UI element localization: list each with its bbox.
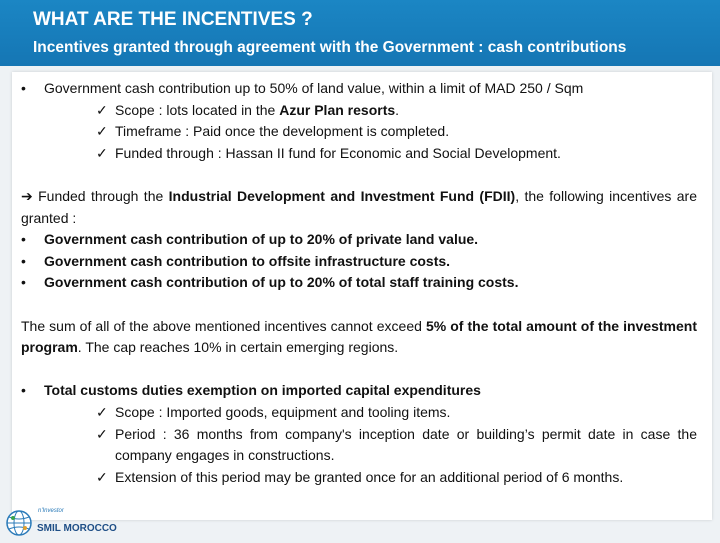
fdii-item-text: Government cash contribution to offsite infrastructure costs.: [44, 252, 451, 269]
fdii-item-text: Government cash contribution of up to 20% of private land value.: [44, 231, 479, 248]
bullet-icon: •: [21, 231, 26, 248]
check-text-bold: Azur Plan resorts: [279, 101, 396, 118]
fdii-item-text: Government cash contribution of up to 20% of total staff training costs.: [44, 274, 519, 291]
check-icon: ✓: [96, 123, 108, 140]
fdii-item: [21, 251, 697, 273]
fdii-item: [21, 229, 697, 251]
spacer: [21, 294, 697, 316]
smil-morocco-logo: [4, 508, 117, 538]
check-icon: ✓: [96, 468, 108, 485]
bullet-icon: •: [21, 274, 26, 291]
incentive-cap-paragraph: [21, 316, 697, 359]
check-scope: [21, 100, 697, 122]
logo-name: SMIL MOROCCO: [37, 523, 117, 534]
slide-header: [0, 0, 720, 66]
check-text: Extension of this period may be granted once for an additional period of 6 months.: [115, 468, 624, 485]
cap-text: The sum of all of the above mentioned incentives cannot exceed: [21, 317, 426, 334]
slide-content: [21, 78, 697, 488]
bullet-text: Government cash contribution up to 50% of land value, within a limit of MAD 250 / Sqm: [44, 80, 584, 96]
check-text: Scope : lots located in the: [115, 101, 280, 118]
bullet-icon: •: [21, 382, 26, 399]
check-icon: ✓: [96, 425, 108, 442]
check-text: .: [395, 101, 400, 118]
arrow-icon: ➔: [21, 187, 33, 204]
fdii-intro: [21, 186, 697, 229]
check-timeframe: [21, 121, 697, 143]
check-customs-period: [21, 424, 697, 467]
check-text: Scope : Imported goods, equipment and tooling items.: [115, 403, 451, 420]
slide-subtitle: Incentives granted through agreement with the Government : cash contributions: [33, 39, 627, 56]
bullet-cash-contribution: [21, 78, 697, 100]
bullet-icon: •: [21, 80, 26, 96]
check-customs-scope: [21, 402, 697, 424]
fdii-intro-text: Funded through the: [32, 187, 169, 204]
cap-text: . The cap reaches 10% in certain emerging regions.: [77, 339, 399, 356]
fdii-name: Industrial Development and Investment Fund (FDII): [168, 187, 516, 204]
check-funded: [21, 143, 697, 165]
check-icon: ✓: [96, 144, 108, 161]
logo-tagline: n'Investor: [38, 508, 64, 514]
bullet-icon: •: [21, 252, 26, 269]
fdii-intro-text: , the following incentives are granted :: [21, 187, 698, 226]
check-text: Timeframe : Paid once the development is completed.: [115, 123, 450, 140]
bullet-text: Total customs duties exemption on imported capital expenditures: [44, 382, 481, 399]
spacer: [21, 359, 697, 381]
globe-icon: [4, 508, 34, 538]
check-text: Funded through : Hassan II fund for Economic and Social Development.: [115, 144, 561, 161]
cap-text-bold: 5% of the total amount of the investment program: [21, 317, 698, 356]
bullet-customs-exemption: [21, 380, 697, 402]
check-icon: ✓: [96, 403, 108, 420]
spacer: [21, 164, 697, 186]
fdii-item: [21, 272, 697, 294]
slide-title: WHAT ARE THE INCENTIVES ?: [33, 9, 313, 30]
check-text: Period : 36 months from company's inception date or building’s permit date in case the company engages in constructions.: [115, 425, 697, 464]
check-customs-extension: [21, 467, 697, 489]
check-icon: ✓: [96, 101, 108, 118]
